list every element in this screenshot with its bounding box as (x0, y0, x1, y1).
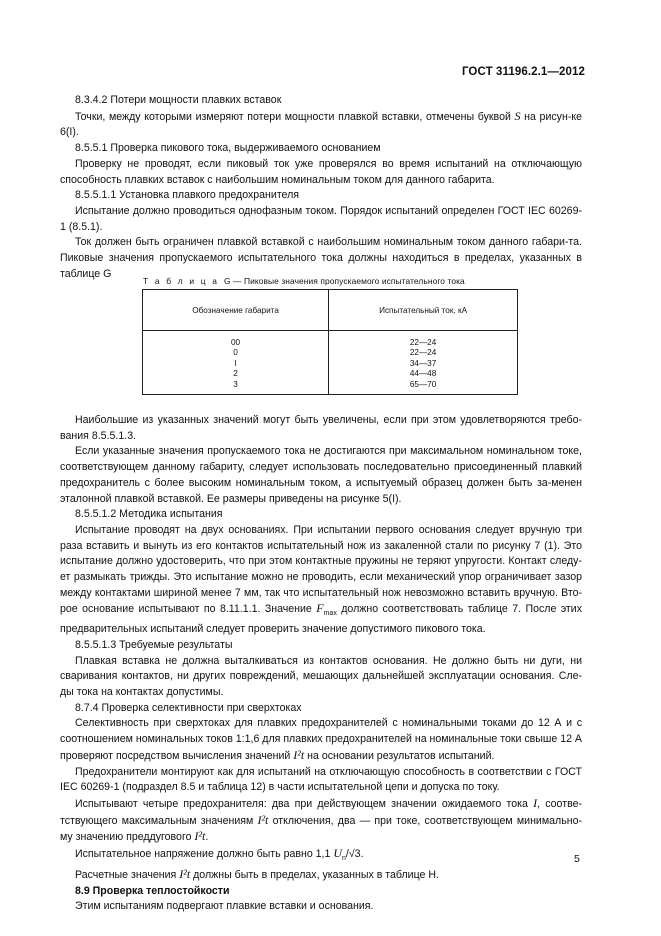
paragraph-selectivity: Селективность при сверхтоках для плавких предохранителей с номинальными токами до 12 А и с соотношением номинальных токов 1:1,6 для плавких предохранителей на номинальные токи свыше 12 А проверяют посредством вычисления значений I²t на основании результатов испытаний. (60, 717, 583, 762)
cell-size: 2 (233, 369, 238, 379)
cell-current: 22—24 (409, 338, 437, 347)
cell-size: 0 (233, 348, 238, 358)
cell-size: I (234, 358, 237, 368)
text-block-bottom (60, 413, 582, 915)
cell-current: 44—48 (409, 369, 437, 379)
paragraph-four-fuses: Испытывают четыре предохранителя: два при действующем значении ожидаемого тока I, соотве-тствующего максимальным значениям I²t отключения, два — при токе, соответствующем минимально-му значению преддугового I²t. (60, 795, 582, 844)
symbol-f-subscript: max (323, 610, 337, 618)
symbol-u: U (333, 846, 343, 861)
heading-8-5-5-1-2: 8.5.5.1.2 Методика испытания (75, 508, 223, 521)
text-block-top (60, 93, 582, 282)
symbol-i2t: I²t (179, 866, 191, 881)
paragraph-calculated-values: Расчетные значения I²t должны быть в пределах, указанных в таблице H. (75, 866, 439, 881)
table-g (142, 289, 518, 395)
table-header-row (143, 290, 518, 331)
heading-8-5-5-1-3: 8.5.5.1.3 Требуемые результаты (75, 638, 233, 651)
paragraph-reference-fuse: Если указанные значения пропускаемого тока не достигаются при максимальном номинальном токе, соответствующем данному габариту, следует использовать последовательно присоединенный плавкий предохранитель с более высоким номинальным током, а испытуемый образец должен быть за-менен эталонной плавкой вставкой. Ее размеры приведены на рисунке 5(I). (60, 445, 582, 505)
symbol-f: F (316, 601, 324, 616)
paragraph-power-loss: Точки, между которыми измеряют потери мощности плавкой вставки, отмечены буквой S на рисун-ке 6(I). (60, 108, 582, 139)
col-size-values (143, 331, 329, 395)
col-header-current: Испытательный ток, кА (329, 290, 518, 331)
paragraph-test-method: Испытание проводят на двух основаниях. При испытании первого основания следует вручную три раза вставить и вынуть из его контактов испытательный нож из закаленной стали по рисунку 7 (1). Это испытание должно удостоверить, что при этом контактные пружины не теряют упругости. Контакт следу-ет размыкать трижды. Это испытание можно не проводить, если механический упор ограничивает зазор между контактами шириной менее 7 мм, так что испытательный нож невозможно вставить вручную. Вто-рое основание испытывают по 8.11.1.1. Значение $F_{max}$ должно соответствовать таблице 7. После этих предварительных испытаний следует проверить значение допустимого пикового тока. (60, 523, 582, 636)
cell-size: 00 (231, 338, 241, 347)
page-number: 5 (574, 853, 580, 865)
symbol-i: I (533, 795, 538, 810)
symbol-i2t: I²t (293, 747, 305, 762)
col-header-size: Обозначение габарита (143, 290, 329, 331)
cell-current: 65—70 (409, 379, 437, 389)
table-body-row (143, 331, 518, 395)
paragraph-single-phase: Испытание должно проводиться однофазным током. Порядок испытаний определен ГОСТ IEC 60269-1 (8.5.1). (60, 204, 582, 233)
symbol-s: S (514, 108, 521, 123)
paragraph-max-values: Наибольшие из указанных значений могут быть увеличены, если при этом удовлетворяются требо-вания 8.5.5.1.3. (60, 414, 582, 442)
paragraph-heat-resistance: Этим испытаниям подвергают плавкие вставки и основания. (75, 900, 374, 913)
heading-8-3-4-2: 8.3.4.2 Потери мощности плавких вставок (75, 94, 282, 106)
table-caption-prefix: Т а б л и ц а (143, 276, 220, 286)
paragraph-test-voltage: Испытательное напряжение должно быть равно 1,1 $U_n/√3$. (75, 846, 364, 863)
heading-8-7-4: 8.7.4 Проверка селективности при сверхтоках (75, 701, 302, 714)
cell-current: 22—24 (409, 348, 437, 358)
heading-8-9: 8.9 Проверка теплостойкости (75, 884, 230, 897)
paragraph-mounting: Предохранители монтируют как для испытаний на отключающую способность в соответствии с ГОСТ IEC 60269-1 (подраздел 8.5 и таблица 12) в части испытательной цепи и допуска по току. (60, 765, 582, 794)
symbol-i2t: I²t (194, 829, 206, 844)
symbol-u-subscript: n (342, 855, 346, 863)
cell-size: 3 (233, 379, 238, 389)
col-current-values (329, 331, 518, 395)
heading-8-5-5-1-1: 8.5.5.1.1 Установка плавкого предохранителя (75, 189, 300, 202)
cell-current: 34—37 (409, 358, 437, 368)
paragraph-results: Плавкая вставка не должна выталкиваться из контактов основания. Не должно быть ни дуги, ни сваривания контактов, ни других повреждений, мешающих дальнейшей эксплуатации основания. Сле-ды тока на контактах допустимы. (60, 654, 582, 699)
document-header: ГОСТ 31196.2.1—2012 (461, 66, 585, 78)
table-caption (143, 276, 465, 286)
symbol-i2t: I²t (257, 812, 269, 827)
table-caption-text: G — Пиковые значения пропускаемого испытательного тока (224, 276, 465, 286)
paragraph-limit-current: Ток должен быть ограничен плавкой вставкой с наибольшим номинальным током данного габари-та. Пиковые значения пропускаемого испытательного тока должны находиться в пределах, указанных в таблице G (60, 236, 582, 280)
heading-8-5-5-1: 8.5.5.1 Проверка пикового тока, выдерживаемого основанием (75, 142, 381, 155)
paragraph-peak-current: Проверку не проводят, если пиковый ток уже проверялся во время испытаний на отключающую способность плавких вставок с наибольшим номинальным током для данного габарита. (60, 157, 582, 186)
